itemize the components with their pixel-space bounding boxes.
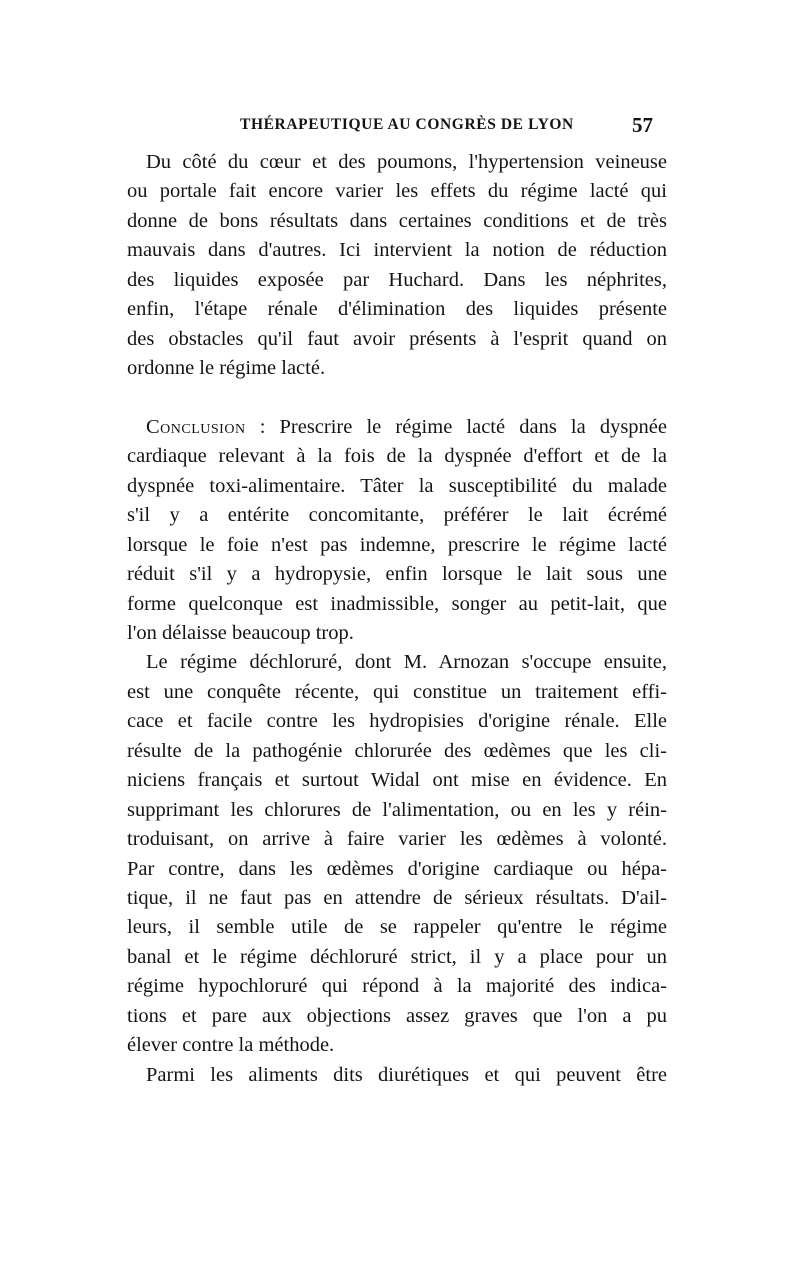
paragraph-line: supprimant les chlorures de l'alimentation, ou en les y réin-	[127, 798, 667, 821]
paragraph-line: Par contre, dans les œdèmes d'origine cardiaque ou hépa-	[127, 857, 667, 880]
paragraph-line: élever contre la méthode.	[127, 1034, 335, 1057]
paragraph-line: forme quelconque est inadmissible, songer au petit-lait, que	[127, 592, 667, 615]
paragraph-line: lorsque le foie n'est pas indemne, prescrire le régime lacté	[127, 533, 667, 556]
paragraph-line: résulte de la pathogénie chlorurée des œdèmes que les cli-	[127, 739, 667, 762]
page-number: 57	[632, 113, 653, 137]
paragraph-line: est une conquête récente, qui constitue un traitement effi-	[127, 680, 667, 703]
paragraph-line: Parmi les aliments dits diurétiques et qui peuvent être	[146, 1063, 667, 1086]
paragraph-line: troduisant, on arrive à faire varier les œdèmes à volonté.	[127, 828, 667, 851]
paragraph-line: ordonne le régime lacté.	[127, 357, 326, 380]
paragraph-line: l'on délaisse beaucoup trop.	[127, 622, 354, 644]
paragraph-line: leurs, il semble utile de se rappeler qu'entre le régime	[127, 916, 667, 939]
paragraph-line: tions et pare aux objections assez graves que l'on a pu	[127, 1004, 667, 1027]
conclusion-label: Conclusion	[146, 415, 246, 438]
conclusion-first-line-text: : Prescrire le régime lacté dans la dyspnée	[245, 415, 667, 438]
paragraph-line: mauvais dans d'autres. Ici intervient la notion de réduction	[127, 239, 667, 262]
paragraph-line: donne de bons résultats dans certaines conditions et de très	[127, 209, 667, 232]
running-title: THÉRAPEUTIQUE AU CONGRÈS DE LYON	[240, 116, 574, 133]
paragraph-line: banal et le régime déchloruré strict, il y a place pour un	[127, 945, 667, 968]
paragraph-line: cace et facile contre les hydropisies d'origine rénale. Elle	[127, 710, 667, 733]
paragraph-gap	[127, 384, 667, 413]
paragraph-line: cardiaque relevant à la fois de la dyspnée d'effort et de la	[127, 445, 667, 468]
conclusion-first-line	[127, 413, 667, 442]
paragraph-line: dyspnée toxi-alimentaire. Tâter la susceptibilité du malade	[127, 474, 667, 497]
paragraph-line: enfin, l'étape rénale d'élimination des liquides présente	[127, 298, 667, 321]
paragraph-line: niciens français et surtout Widal ont mise en évidence. En	[127, 769, 667, 792]
running-head	[128, 113, 653, 142]
paragraph-line: régime hypochloruré qui répond à la majorité des indica-	[127, 975, 667, 998]
paragraph-line: Le régime déchloruré, dont M. Arnozan s'occupe ensuite,	[146, 651, 667, 674]
paragraph-line: réduit s'il y a hydropysie, enfin lorsque le lait sous une	[127, 563, 667, 586]
paragraph-line: tique, il ne faut pas en attendre de sérieux résultats. D'ail-	[127, 886, 667, 909]
paragraph-line: des obstacles qu'il faut avoir présents à l'esprit quand on	[127, 327, 667, 350]
paragraph-line: ou portale fait encore varier les effets du régime lacté qui	[127, 180, 667, 203]
body-text	[127, 148, 667, 1090]
paragraph-line: des liquides exposée par Huchard. Dans les néphrites,	[127, 268, 667, 291]
paragraph-line: s'il y a entérite concomitante, préférer le lait écrémé	[127, 504, 667, 527]
paragraph-line: Du côté du cœur et des poumons, l'hypertension veineuse	[146, 151, 667, 173]
